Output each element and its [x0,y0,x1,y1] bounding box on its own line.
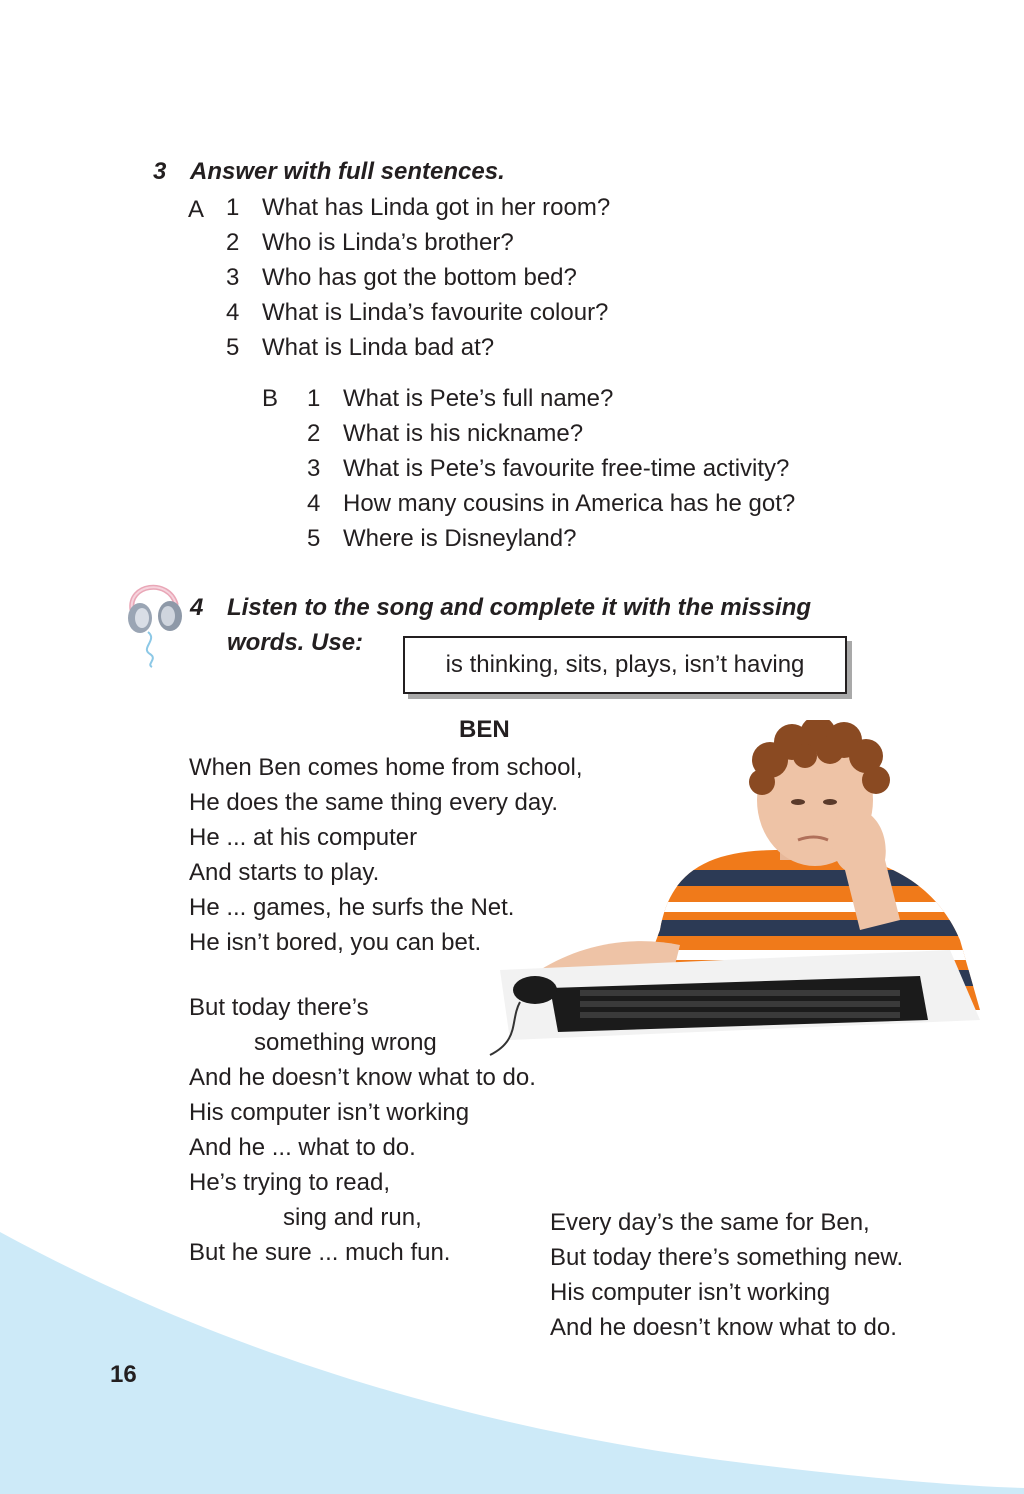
song-line: He does the same thing every day. [189,789,559,816]
exercise-3-instruction: Answer with full sentences. [190,158,505,185]
list-item: 1 What has Linda got in her room? [226,194,611,221]
exercise-3-number: 3 [153,158,167,185]
list-item: 5 Where is Disneyland? [307,525,577,552]
song-line: He ... games, he surfs the Net. [189,894,515,921]
song-line: And he doesn’t know what to do. [189,1064,536,1091]
exercise-4-instruction-line2: words. Use: [227,629,364,656]
exercise-4-number: 4 [190,594,204,621]
page-number: 16 [110,1361,137,1388]
list-item: 3 What is Pete’s favourite free-time activity? [307,455,790,482]
song-line: His computer isn’t working [550,1279,831,1306]
list-item: 4 How many cousins in America has he got? [307,490,796,517]
song-line: But he sure ... much fun. [189,1239,451,1266]
part-b-list [307,381,795,556]
list-item: 2 What is his nickname? [307,420,584,447]
song-verse-3 [550,1205,903,1345]
list-item: 1 What is Pete’s full name? [307,385,614,412]
song-line: But today there’s [189,994,369,1021]
part-b-label: B [262,385,279,412]
word-box: is thinking, sits, plays, isn’t having [403,636,847,694]
song-line: And starts to play. [189,859,380,886]
song-verse-2 [189,990,536,1270]
song-title: BEN [459,716,510,743]
song-line: something wrong [254,1029,437,1056]
song-verse-1 [189,750,583,960]
song-line: When Ben comes home from school, [189,754,583,781]
song-line: Every day’s the same for Ben, [550,1209,870,1236]
song-line: But today there’s something new. [550,1244,904,1271]
headphones-icon [118,574,188,668]
part-a-list [226,190,610,365]
song-line: He’s trying to read, [189,1169,390,1196]
song-line: sing and run, [283,1204,422,1231]
song-line: And he ... what to do. [189,1134,416,1161]
list-item: 3 Who has got the bottom bed? [226,264,577,291]
song-line: He isn’t bored, you can bet. [189,929,482,956]
list-item: 4 What is Linda’s favourite colour? [226,299,609,326]
list-item: 2 Who is Linda’s brother? [226,229,514,256]
part-a-label: A [188,196,205,223]
song-line: His computer isn’t working [189,1099,470,1126]
exercise-4-instruction-line1: Listen to the song and complete it with the missing [227,594,812,621]
song-line: He ... at his computer [189,824,418,851]
list-item: 5 What is Linda bad at? [226,334,495,361]
song-line: And he doesn’t know what to do. [550,1314,897,1341]
